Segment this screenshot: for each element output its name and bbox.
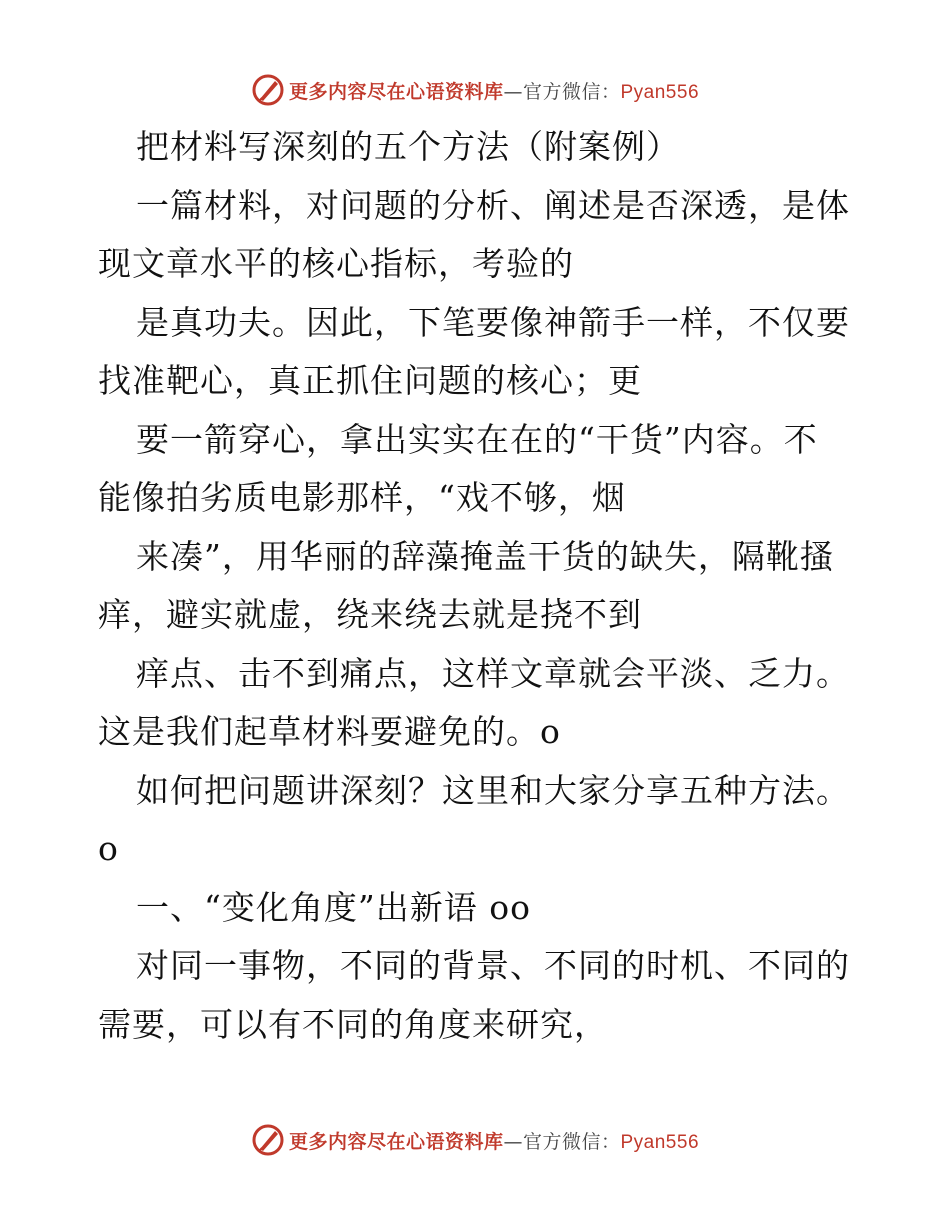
paragraph-line: 是真功夫。因此，下笔要像神箭手一样，不仅要 — [136, 302, 850, 342]
section-heading: 一、“变化角度”出新语 oo — [136, 887, 531, 927]
paragraph-line: 找准靶心，真正抓住问题的核心；更 — [98, 361, 642, 400]
quill-pen-logo-icon — [251, 1123, 285, 1157]
paragraph-line: 这是我们起草材料要避免的。o — [98, 712, 561, 751]
paragraph-line: o — [98, 829, 119, 868]
paragraph-line: 痒点、击不到痛点，这样文章就会平淡、乏力。 — [136, 653, 850, 693]
paragraph-line: 一篇材料，对问题的分析、阐述是否深透，是体 — [136, 185, 850, 225]
document-title: 把材料写深刻的五个方法（附案例） — [136, 127, 680, 166]
paragraph-line: 如何把问题讲深刻？这里和大家分享五种方法。 — [136, 770, 850, 810]
header-watermark-banner — [0, 70, 950, 110]
banner-text: 更多内容尽在心语资料库—官方微信：Pyan556 — [288, 1130, 700, 1153]
paragraph-line: 要一箭穿心，拿出实实在在的“干货”内容。不 — [136, 419, 818, 459]
banner-text: 更多内容尽在心语资料库—官方微信：Pyan556 — [288, 80, 700, 103]
footer-watermark-banner — [0, 1120, 950, 1160]
paragraph-line: 对同一事物，不同的背景、不同的时机、不同的 — [136, 946, 850, 985]
document-body — [98, 118, 858, 1054]
paragraph-line: 来凑”，用华丽的辞藻掩盖干货的缺失，隔靴搔 — [136, 536, 834, 576]
paragraph-line: 能像拍劣质电影那样，“戏不够，烟 — [98, 478, 626, 517]
paragraph-line: 需要，可以有不同的角度来研究， — [98, 1004, 608, 1044]
paragraph-line: 现文章水平的核心指标，考验的 — [98, 244, 574, 283]
quill-pen-logo-icon — [251, 73, 285, 107]
paragraph-line: 痒，避实就虚，绕来绕去就是挠不到 — [98, 595, 642, 634]
